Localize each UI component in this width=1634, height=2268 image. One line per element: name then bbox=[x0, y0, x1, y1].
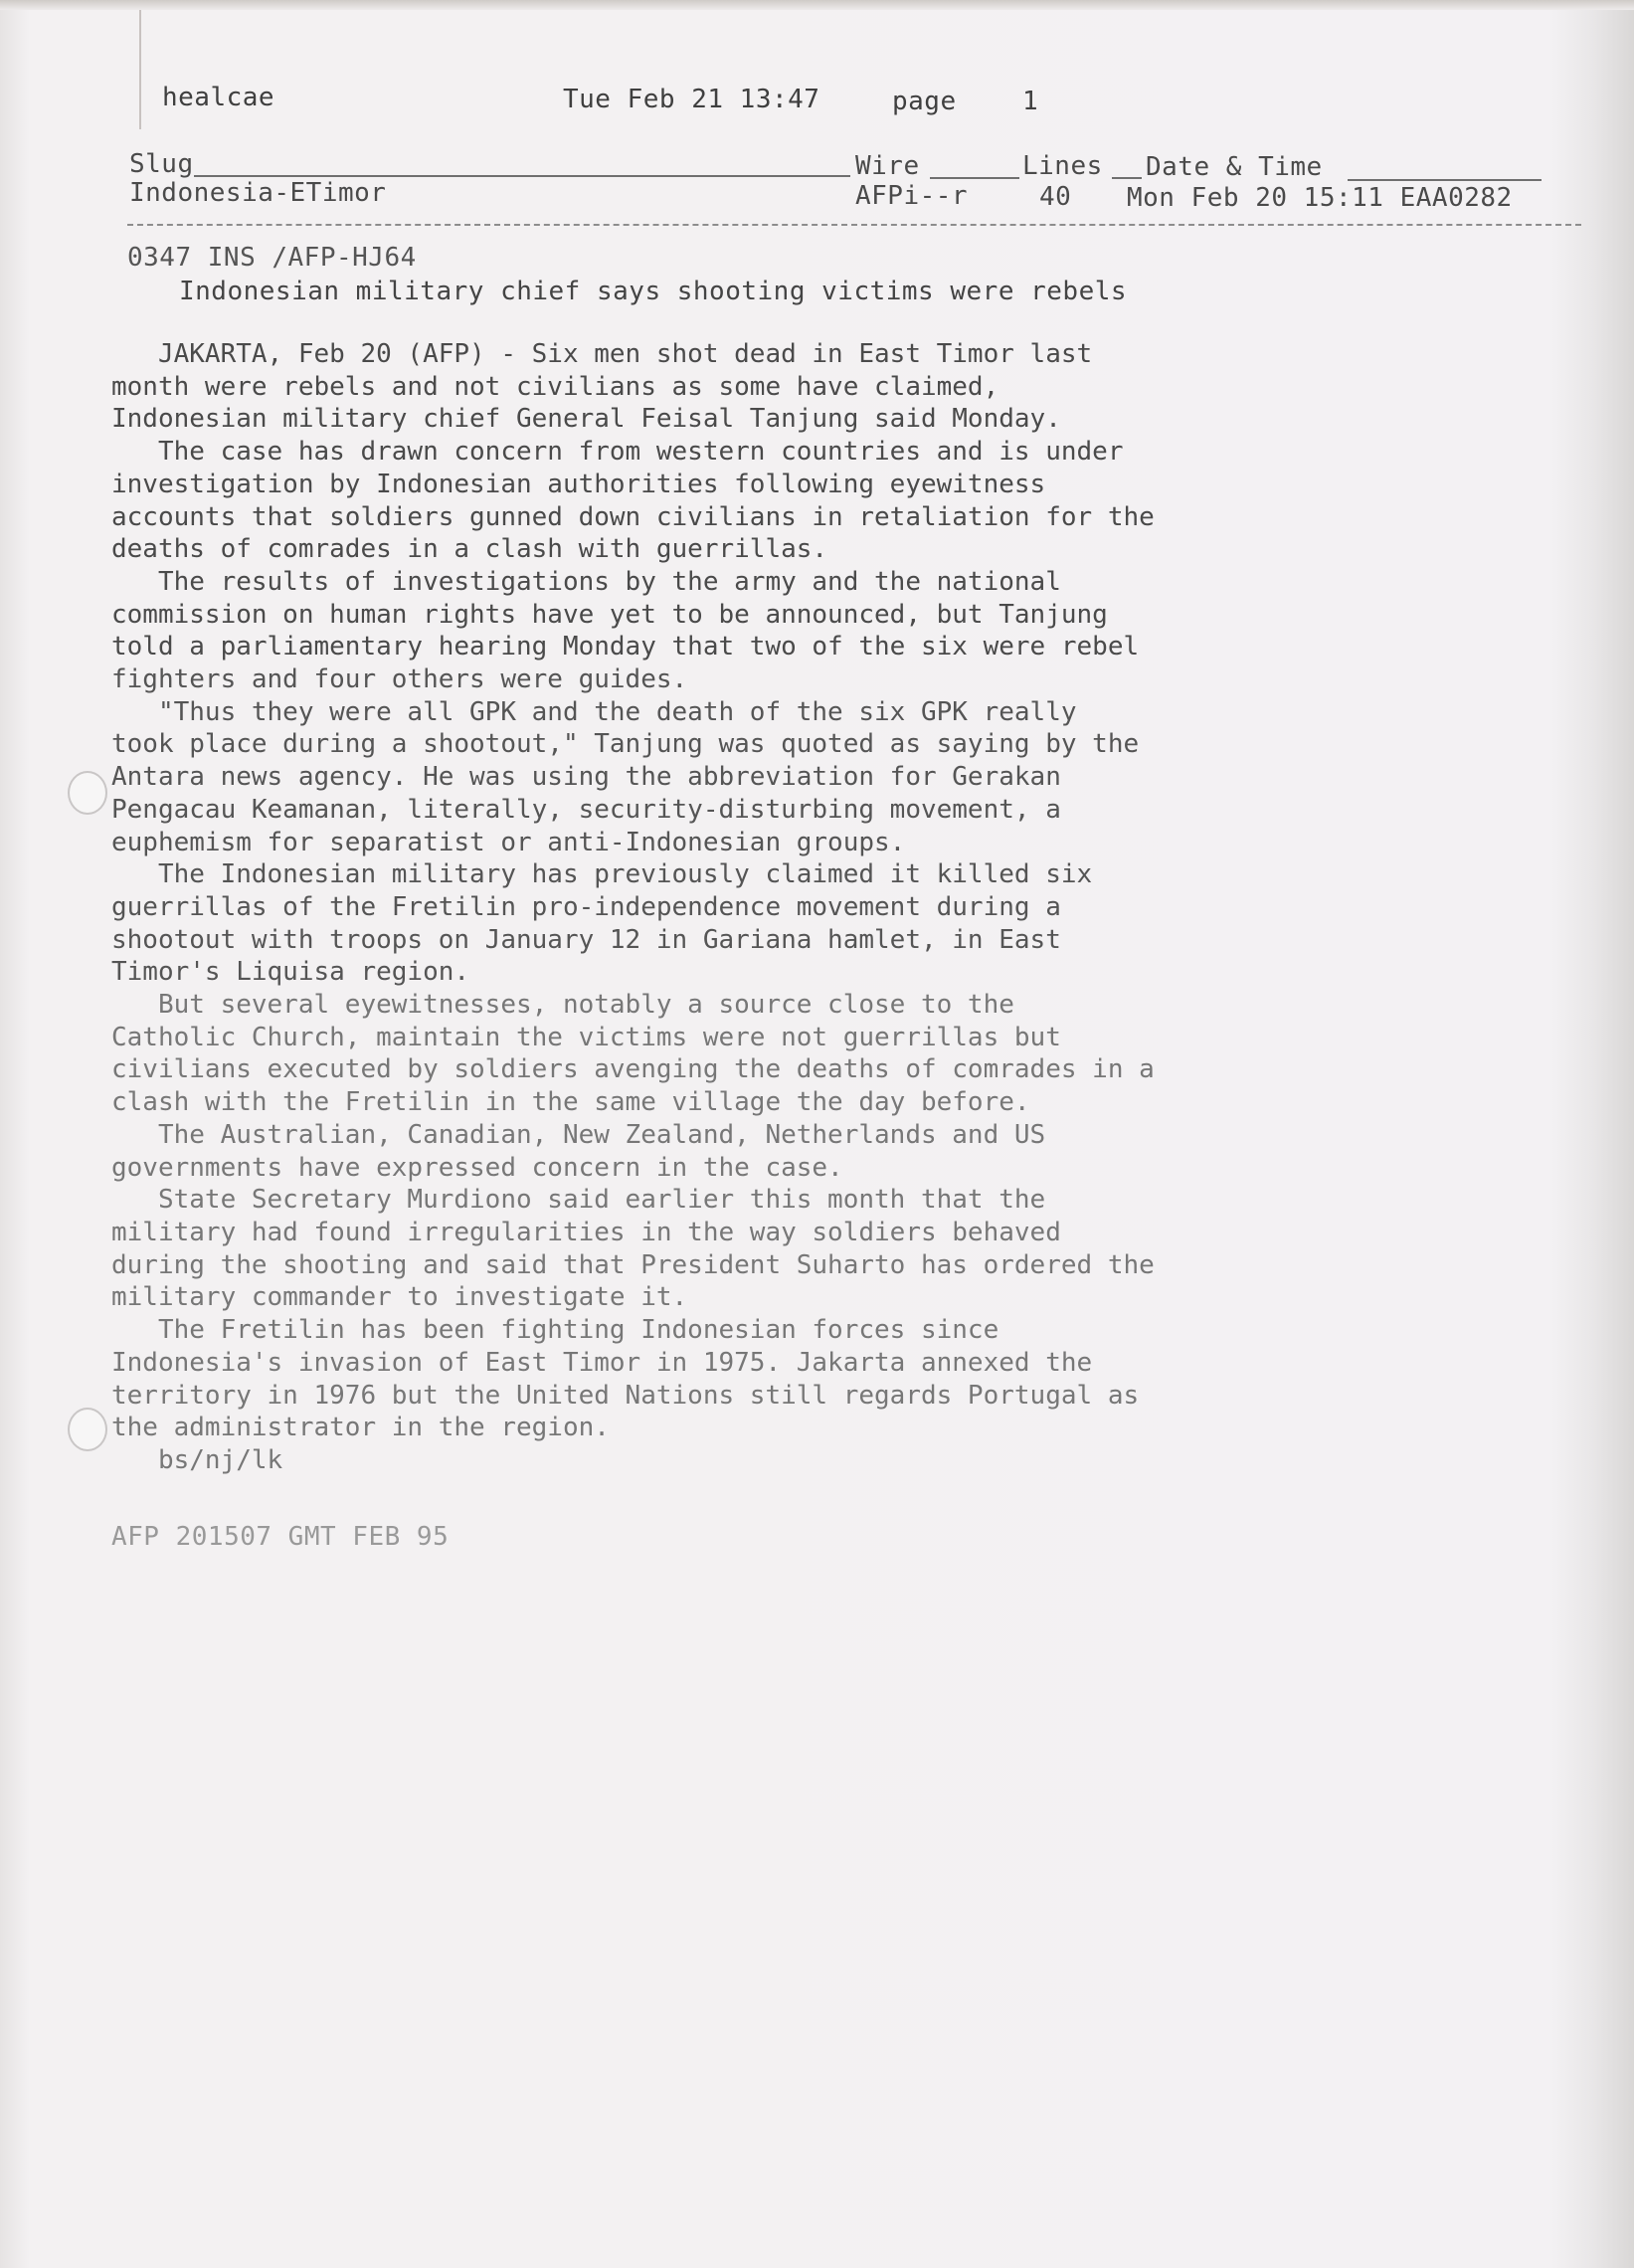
story-line: investigation by Indonesian authorities following eyewitness bbox=[111, 469, 1046, 499]
story-line: guerrillas of the Fretilin pro-independence movement during a bbox=[111, 891, 1061, 922]
lines-underline bbox=[1112, 177, 1142, 179]
lines-label: Lines bbox=[1022, 151, 1103, 181]
slug-underline bbox=[194, 175, 850, 177]
story-line: The Indonesian military has previously claimed it killed six bbox=[111, 859, 1093, 890]
story-line: The Australian, Canadian, New Zealand, Netherlands and US bbox=[111, 1119, 1046, 1150]
header-page-label: page bbox=[892, 87, 957, 116]
story-line: bs/nj/lk bbox=[111, 1444, 283, 1475]
header-datetime: Tue Feb 21 13:47 bbox=[563, 85, 820, 114]
story-line: military commander to investigate it. bbox=[111, 1282, 688, 1313]
header-divider bbox=[127, 224, 1581, 226]
story-line: Timor's Liquisa region. bbox=[111, 957, 470, 988]
story-line: euphemism for separatist or anti-Indonesian groups. bbox=[111, 827, 906, 857]
story-line: Antara news agency. He was using the abbreviation for Gerakan bbox=[111, 762, 1061, 793]
story-line: governments have expressed concern in the case. bbox=[111, 1152, 843, 1183]
header-user: healcae bbox=[162, 83, 275, 112]
header-page-number: 1 bbox=[1022, 87, 1039, 116]
story-line: month were rebels and not civilians as some have claimed, bbox=[111, 371, 999, 402]
wire-value: AFPi--r bbox=[855, 181, 969, 211]
story-line: told a parliamentary hearing Monday that two of the six were rebel bbox=[111, 632, 1140, 662]
story-line: the administrator in the region. bbox=[111, 1413, 610, 1443]
story-line: The results of investigations by the army and the national bbox=[111, 566, 1061, 597]
story-line: Pengacau Keamanan, literally, security-disturbing movement, a bbox=[111, 794, 1061, 825]
wire-label: Wire bbox=[855, 151, 920, 181]
story-line: State Secretary Murdiono said earlier this month that the bbox=[111, 1185, 1046, 1216]
story-line: during the shooting and said that President Suharto has ordered the bbox=[111, 1249, 1155, 1280]
datetime-value: Mon Feb 20 15:11 EAA0282 bbox=[1127, 183, 1513, 213]
story-line: "Thus they were all GPK and the death of the six GPK really bbox=[111, 696, 1077, 727]
story-line: Indonesian military chief General Feisal Tanjung said Monday. bbox=[111, 404, 1061, 435]
datetime-label: Date & Time bbox=[1146, 152, 1323, 182]
story-id-line: 0347 INS /AFP-HJ64 bbox=[127, 243, 417, 273]
story-line: fighters and four others were guides. bbox=[111, 664, 688, 695]
story-line: territory in 1976 but the United Nations still regards Portugal as bbox=[111, 1380, 1140, 1411]
story-line: accounts that soldiers gunned down civilians in retaliation for the bbox=[111, 501, 1155, 532]
story-line: clash with the Fretilin in the same village the day before. bbox=[111, 1087, 1030, 1118]
punch-hole-bottom bbox=[68, 1408, 107, 1451]
top-edge-shadow bbox=[0, 0, 1634, 10]
slug-label: Slug bbox=[129, 149, 194, 179]
story-line: shootout with troops on January 12 in Gariana hamlet, in East bbox=[111, 924, 1061, 955]
story-line: civilians executed by soldiers avenging the deaths of comrades in a bbox=[111, 1054, 1155, 1085]
story-line: commission on human rights have yet to be announced, but Tanjung bbox=[111, 599, 1108, 630]
story-footer: AFP 201507 GMT FEB 95 bbox=[111, 1522, 450, 1552]
story-body bbox=[111, 338, 1364, 1477]
story-line: military had found irregularities in the way soldiers behaved bbox=[111, 1217, 1061, 1247]
story-line: The case has drawn concern from western countries and is under bbox=[111, 437, 1124, 468]
story-line: deaths of comrades in a clash with guerrillas. bbox=[111, 534, 828, 565]
story-line: Catholic Church, maintain the victims were not guerrillas but bbox=[111, 1022, 1061, 1052]
story-line: JAKARTA, Feb 20 (AFP) - Six men shot dead in East Timor last bbox=[111, 339, 1093, 369]
slug-value: Indonesia-ETimor bbox=[129, 178, 387, 208]
story-line: took place during a shootout," Tanjung was quoted as saying by the bbox=[111, 729, 1140, 760]
binder-mark bbox=[139, 10, 141, 129]
wire-underline bbox=[930, 177, 1019, 179]
story-line: Indonesia's invasion of East Timor in 1975. Jakarta annexed the bbox=[111, 1347, 1093, 1378]
punch-hole-top bbox=[68, 771, 107, 815]
lines-value: 40 bbox=[1039, 182, 1072, 212]
datetime-underline bbox=[1348, 179, 1542, 181]
story-headline: Indonesian military chief says shooting victims were rebels bbox=[179, 277, 1128, 306]
story-line: But several eyewitnesses, notably a source close to the bbox=[111, 990, 1014, 1021]
story-line: The Fretilin has been fighting Indonesian forces since bbox=[111, 1315, 999, 1346]
